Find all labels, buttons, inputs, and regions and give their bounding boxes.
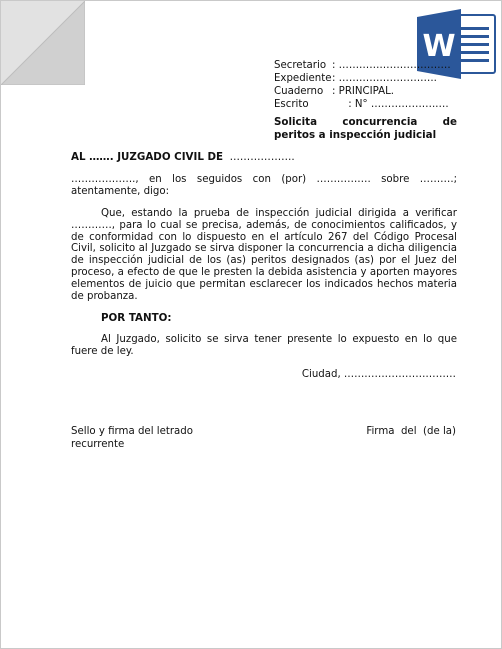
meta-value: : ……………………………: [332, 60, 451, 71]
meta-row-cuaderno: [274, 85, 451, 98]
intro-paragraph: ………………., en los seguidos con (por) ……………. sobre ……….; atentamente, digo:: [71, 174, 457, 197]
case-metadata: [274, 59, 451, 111]
body-paragraph: Que, estando la prueba de inspección judicial dirigida a verificar …………, para lo cual se precisa, además, de conocimientos calificados, y de conformidad con lo dispuesto en el artículo 267 del Código Procesal Civil, solicito al Juzgado se sirva disponer la concurrencia a dicha diligencia de inspección judicial de los (as) peritos designados (as) por el Juez del proceso, a efecto de que le presten la debida asistencia y aporten mayores elementos de juicio que permitan esclarecer los indicados hechos materia de probanza.: [71, 208, 457, 302]
city-date-line: Ciudad, ……………………………: [301, 369, 456, 380]
signature-left-line-2: recurrente: [71, 438, 125, 450]
word-icon-letter: W: [422, 29, 456, 64]
request-paragraph: Al Juzgado, solicito se sirva tener presente lo expuesto en lo que fuere de ley.: [71, 334, 457, 357]
meta-key: Secretario: [274, 60, 327, 71]
page-fold-icon: [1, 1, 85, 85]
document-subject: Solicita concurrencia de peritos a inspección judicial: [274, 116, 457, 141]
addressee-court: AL ……. JUZGADO CIVIL DE: [71, 151, 224, 163]
por-tanto-heading: POR TANTO:: [101, 312, 172, 324]
meta-key: Escrito: [274, 99, 309, 110]
addressee-blank: ……………….: [223, 151, 295, 163]
meta-value: : N° ……………….….: [332, 99, 449, 110]
lawyer-signature-block: [71, 426, 193, 451]
meta-row-expediente: [274, 72, 451, 85]
meta-value: : ………………………..: [332, 73, 437, 84]
meta-row-secretario: [274, 59, 451, 72]
meta-key: Cuaderno: [274, 86, 324, 97]
party-signature-block: Firma del (de la): [366, 426, 456, 437]
court-addressee: [71, 151, 295, 164]
meta-value: : PRINCIPAL.: [332, 86, 395, 97]
meta-key: Expediente: [274, 73, 332, 84]
meta-row-escrito: [274, 98, 451, 111]
signature-left-line-1: Sello y firma del letrado: [71, 426, 193, 437]
